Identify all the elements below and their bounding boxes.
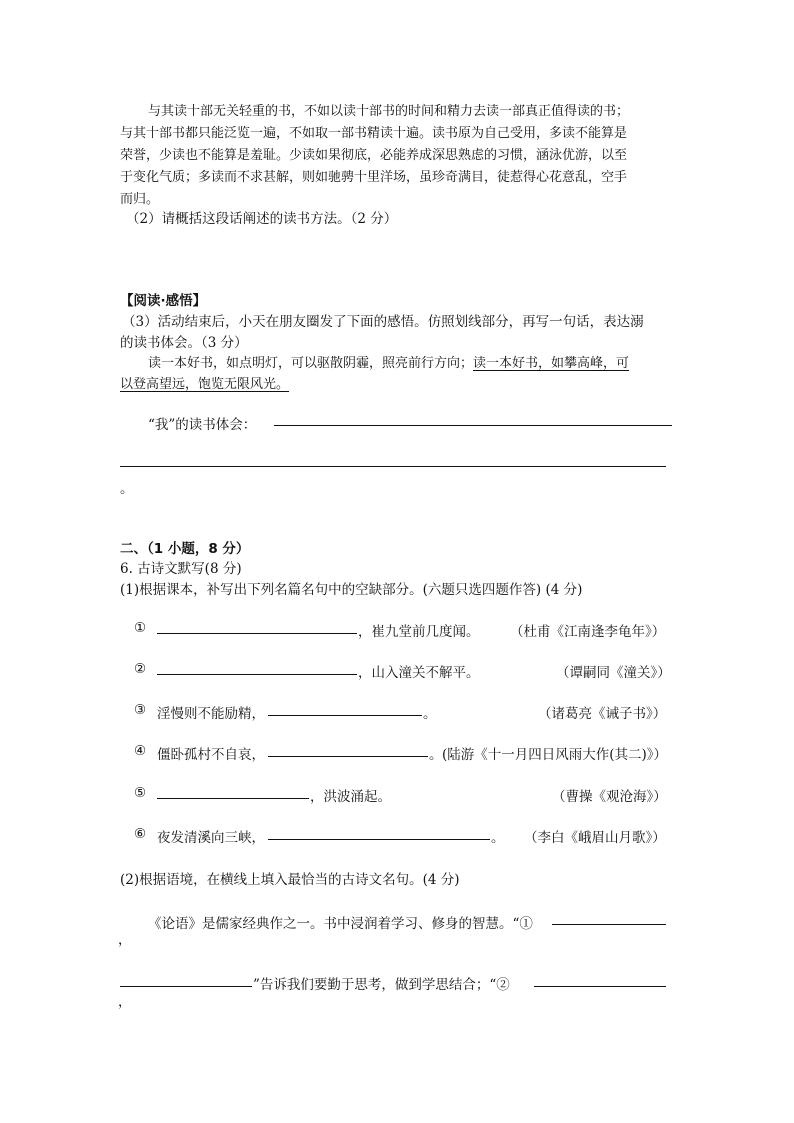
passage-line-5: 而归。 xyxy=(120,192,160,207)
answer-line-1[interactable] xyxy=(274,425,672,426)
passage-line-4: 于变化气质；多读而不求甚解，则如驰骋十里洋场，虽珍奇满目，徒惹得心花意乱，空手 xyxy=(120,170,628,185)
context-comma-1: ， xyxy=(118,932,132,948)
item-5-blank[interactable] xyxy=(157,798,309,799)
item-4-post: 。 xyxy=(429,747,443,763)
example-plain: 读一本好书，如点明灯，可以驱散阴霾，照亮前行方向； xyxy=(148,356,474,371)
q6-title: 6. 古诗文默写(8 分) xyxy=(120,561,242,577)
item-4-pre: 僵卧孤村不自哀， xyxy=(157,747,265,763)
item-2-source: （谭嗣同《潼关》） xyxy=(556,665,671,681)
item-3-source: （诸葛亮《诫子书》） xyxy=(538,706,667,722)
item-5-source: （曹操《观沧海》） xyxy=(552,789,667,805)
item-1-blank[interactable] xyxy=(157,633,357,634)
item-4-number: ④ xyxy=(134,743,147,759)
reading-heading: 【阅读·感悟】 xyxy=(120,293,207,309)
item-3-pre: 淫慢则不能励精， xyxy=(157,706,265,722)
sub-question-1: (1)根据课本，补写出下列名篇名句中的空缺部分。(六题只选四题作答) (4 分) xyxy=(120,582,583,598)
context-blank-2[interactable] xyxy=(534,986,666,987)
passage-line-1: 与其读十部无关轻重的书，不如以读十部书的时间和精力去读一部真正值得读的书； xyxy=(148,104,630,119)
answer-label: “我”的读书体会： xyxy=(148,417,257,433)
example-sentence-line-1 xyxy=(148,352,629,371)
example-underlined-a: 读一本好书，如攀高峰，可 xyxy=(473,356,630,371)
item-3-blank[interactable] xyxy=(268,715,422,716)
answer-end-mark: 。 xyxy=(120,481,134,497)
question-3-line-1: （3）活动结束后，小天在朋友圈发了下面的感悟。仿照划线部分，再写一句话，表达溺 xyxy=(122,314,644,330)
passage-line-3: 荣誉，少读也不能算是羞耻。少读如果彻底，必能养成深思熟虑的习惯，涵泳优游，以至 xyxy=(120,148,628,163)
item-5-post: ，洪波涌起。 xyxy=(310,789,391,805)
section-2-heading: 二、（1 小题，8 分） xyxy=(120,541,250,557)
item-5-number: ⑤ xyxy=(134,785,147,801)
item-3-number: ③ xyxy=(134,702,147,718)
item-1-source: （杜甫《江南逢李龟年》） xyxy=(510,624,666,640)
item-1-post: ，崔九堂前几度闻。 xyxy=(358,624,480,640)
passage-line-2: 与其十部书都只能泛览一遍，不如取一部书精读十遍。读书原为自己受用，多读不能算是 xyxy=(120,126,628,141)
item-2-blank[interactable] xyxy=(157,674,357,675)
item-1-number: ① xyxy=(134,620,147,636)
context-comma-2: ， xyxy=(118,994,132,1010)
item-2-post: ，山入潼关不解平。 xyxy=(358,665,480,681)
answer-line-2[interactable] xyxy=(120,466,666,467)
item-2-number: ② xyxy=(134,661,147,677)
question-2: （2）请概括这段话阐述的读书方法。（2 分） xyxy=(126,211,398,227)
sub-question-2: (2)根据语境，在横线上填入最恰当的古诗文名句。(4 分) xyxy=(120,872,460,888)
item-6-number: ⑥ xyxy=(134,826,147,842)
item-6-pre: 夜发清溪向三峡， xyxy=(157,830,265,846)
context-line-2: ”告诉我们要勤于思考，做到学思结合；“② xyxy=(253,977,510,993)
example-underlined-b: 以登高望远，饱览无限风光。 xyxy=(120,377,290,392)
item-3-post: 。 xyxy=(423,706,437,722)
context-blank-1b[interactable] xyxy=(120,986,252,987)
item-4-blank[interactable] xyxy=(268,756,428,757)
item-6-source: （李白《峨眉山月歌》） xyxy=(524,830,666,846)
item-6-blank[interactable] xyxy=(268,839,490,840)
item-4-source: (陆游《十一月四日风雨大作(其二)》） xyxy=(442,747,668,763)
question-3-line-2: 的读书体会。（3 分） xyxy=(120,335,248,351)
context-blank-1a[interactable] xyxy=(552,924,666,925)
item-6-post: 。 xyxy=(491,830,505,846)
context-line-1: 《论语》是儒家经典作之一。书中浸润着学习、修身的智慧。“① xyxy=(148,916,533,932)
